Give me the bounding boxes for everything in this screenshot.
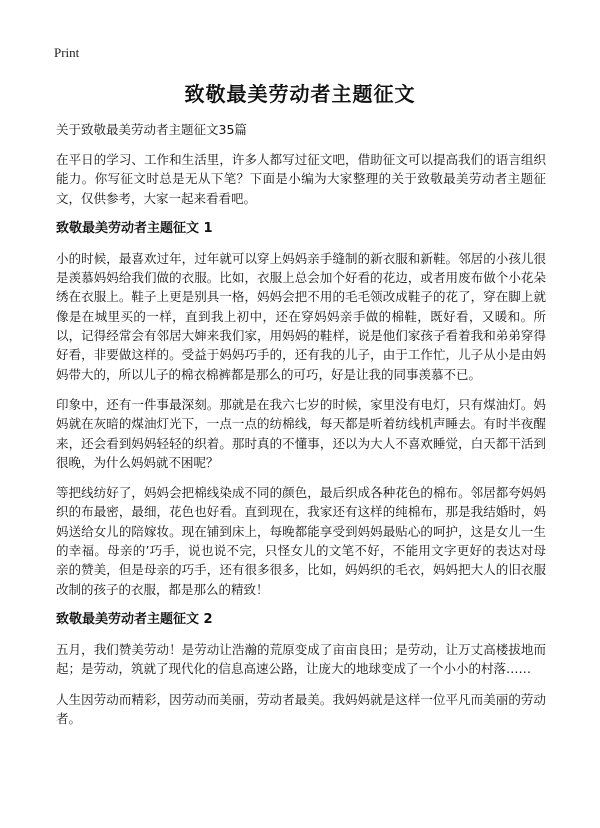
section-2-paragraph-2: 人生因劳动而精彩，因劳动而美丽，劳动者最美。我妈妈就是这样一位平凡而美丽的劳动者。	[56, 691, 546, 726]
page-title: 致敬最美劳动者主题征文	[184, 82, 416, 106]
article-body	[56, 120, 546, 739]
print-link[interactable]: Print	[54, 45, 80, 60]
intro-paragraph: 在平日的学习、工作和生活里，许多人都写过征文吧，借助征文可以提高我们的语言组织能力。你写征文时总是无从下笔？下面是小编为大家整理的关于致敬最美劳动者主题征文，仅供参考，大家一起来看看吧。	[56, 152, 546, 206]
section-1-paragraph-2: 印象中，还有一件事最深刻。那就是在我六七岁的时候，家里没有电灯，只有煤油灯。妈妈就在灰暗的煤油灯光下，一点一点的纺棉线，每天都是听着纺线机声睡去。有时半夜醒来，还会看到妈妈轻轻的织着。那时真的不懂事，还以为大人不喜欢睡觉，白天都干活到很晚，为什么妈妈就不困呢？	[56, 396, 546, 470]
section-1-paragraph-3: 等把线纺好了，妈妈会把棉线染成不同的颜色，最后织成各种花色的棉布。邻居都夸妈妈织的布最密，最细，花色也好看。直到现在，我家还有这样的纯棉布，那是我结婚时，妈妈送给女儿的陪嫁妆。现在铺到床上，每晚都能享受到妈妈最贴心的呵护，这是女儿一生的幸福。母亲的’巧手，说也说不完，只怪女儿的文笔不好，不能用文字更好的表达对母亲的赞美，但是母亲的巧手，还有很多很多，比如，妈妈织的毛衣，妈妈把大人的旧衣服改制的孩子的衣服，都是那么的精致！	[56, 485, 546, 597]
article-subtitle: 关于致敬最美劳动者主题征文35篇	[56, 122, 247, 137]
section-heading-2: 致敬最美劳动者主题征文 2	[56, 611, 213, 627]
section-1-paragraph-1: 小的时候，最喜欢过年，过年就可以穿上妈妈亲手缝制的新衣服和新鞋。邻居的小孩儿很是羡慕妈妈给我们做的衣服。比如，衣服上总会加个好看的花边，或者用废布做个小花朵绣在衣服上。鞋子上更是别具一格，妈妈会把不用的毛毛领改成鞋子的花了，穿在脚上就像是在城里买的一样，直到我上初中，还在穿妈妈亲手做的棉鞋，既好看，又暖和。所以，记得经常会有邻居大婶来我们家，用妈妈的鞋样，说是他们家孩子看着我和弟弟穿得好看，非要做这样的。受益于妈妈巧手的，还有我的儿子，由于工作忙，儿子从小是由妈妈带大的，所以儿子的棉衣棉裤都是那么的可巧，好是让我的同事羡慕不已。	[56, 250, 546, 382]
section-heading-1: 致敬最美劳动者主题征文 1	[56, 220, 213, 236]
section-2-paragraph-1: 五月，我们赞美劳动！是劳动让浩瀚的荒原变成了亩亩良田；是劳动，让万丈高楼拔地而起；是劳动，筑就了现代化的信息高速公路，让庞大的地球变成了一个小小的村落……	[56, 641, 546, 677]
